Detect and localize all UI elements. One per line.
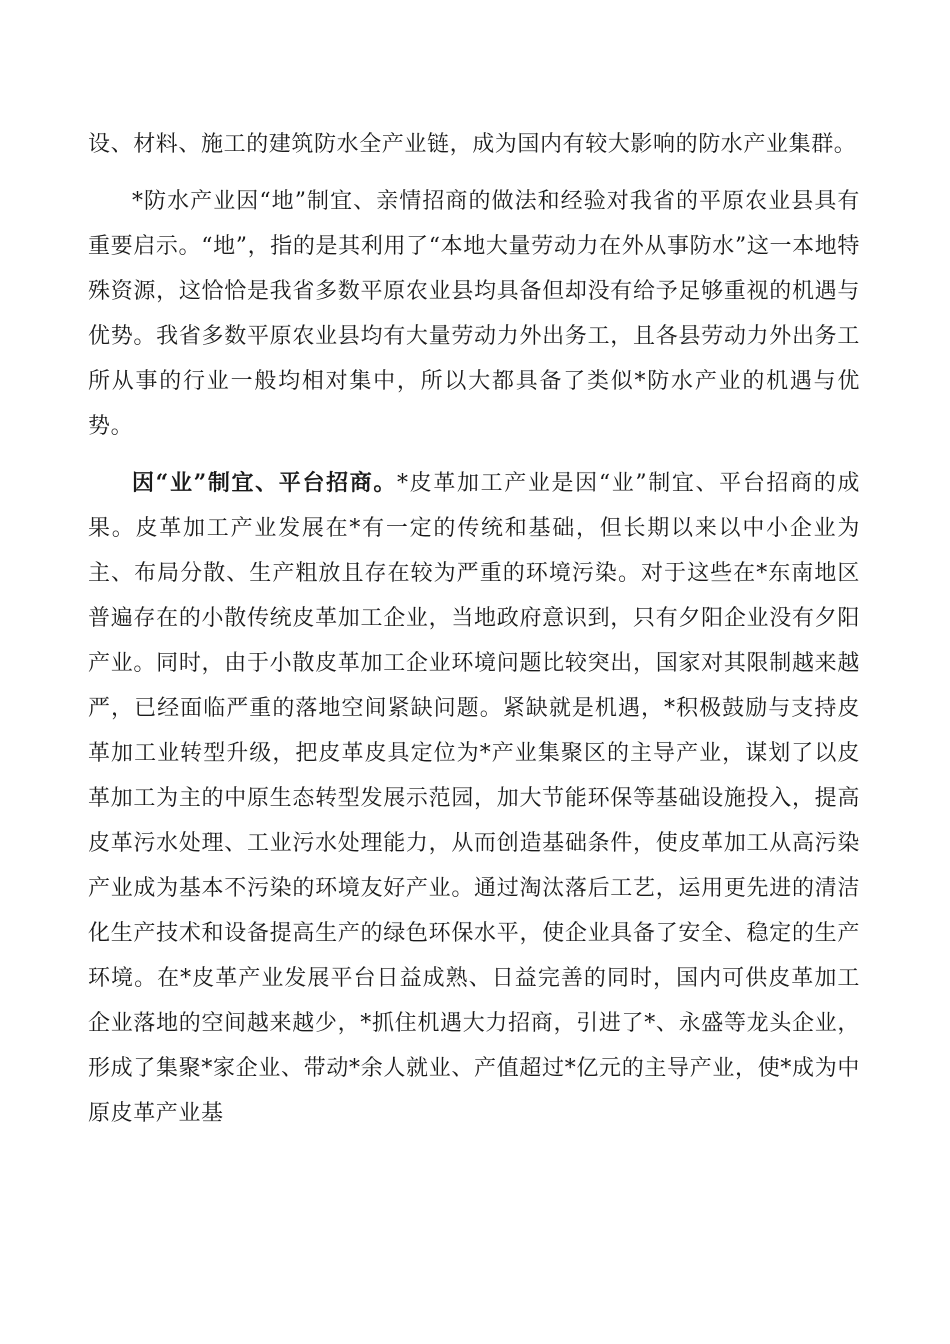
paragraph-1	[88, 122, 860, 167]
paragraph-3-lead-heading: 因“业”制宜、平台招商。	[132, 470, 398, 496]
paragraph-3	[88, 461, 860, 1136]
paragraph-2	[88, 179, 860, 449]
paragraph-3-text: *皮革加工产业是因“业”制宜、平台招商的成果。皮革加工产业发展在*有一定的传统和基础，但长期以来以中小企业为主、布局分散、生产粗放且存在较为严重的环境污染。对于这些在*东南地区普遍存在的小散传统皮革加工企业，当地政府意识到，只有夕阳企业没有夕阳产业。同时，由于小散皮革加工企业环境问题比较突出，国家对其限制越来越严，已经面临严重的落地空间紧缺问题。紧缺就是机遇，*积极鼓励与支持皮革加工业转型升级，把皮革皮具定位为*产业集聚区的主导产业，谋划了以皮革加工为主的中原生态转型发展示范园，加大节能环保等基础设施投入，提高皮革污水处理、工业污水处理能力，从而创造基础条件，使皮革加工从高污染产业成为基本不污染的环境友好产业。通过淘汰落后工艺，运用更先进的清洁化生产技术和设备提高生产的绿色环保水平，使企业具备了安全、稳定的生产环境。在*皮革产业发展平台日益成熟、日益完善的同时，国内可供皮革加工企业落地的空间越来越少，*抓住机遇大力招商，引进了*、永盛等龙头企业，形成了集聚*家企业、带动*余人就业、产值超过*亿元的主导产业，使*成为中原皮革产业基	[88, 471, 860, 1126]
document-body	[88, 122, 860, 1136]
paragraph-1-text: 设、材料、施工的建筑防水全产业链，成为国内有较大影响的防水产业集群。	[88, 132, 857, 157]
paragraph-2-text: *防水产业因“地”制宜、亲情招商的做法和经验对我省的平原农业县具有重要启示。“地”，指的是其利用了“本地大量劳动力在外从事防水”这一本地特殊资源，这恰恰是我省多数平原农业县均具备但却没有给予足够重视的机遇与优势。我省多数平原农业县均有大量劳动力外出务工，且各县劳动力外出务工所从事的行业一般均相对集中，所以大都具备了类似*防水产业的机遇与优势。	[88, 189, 860, 439]
